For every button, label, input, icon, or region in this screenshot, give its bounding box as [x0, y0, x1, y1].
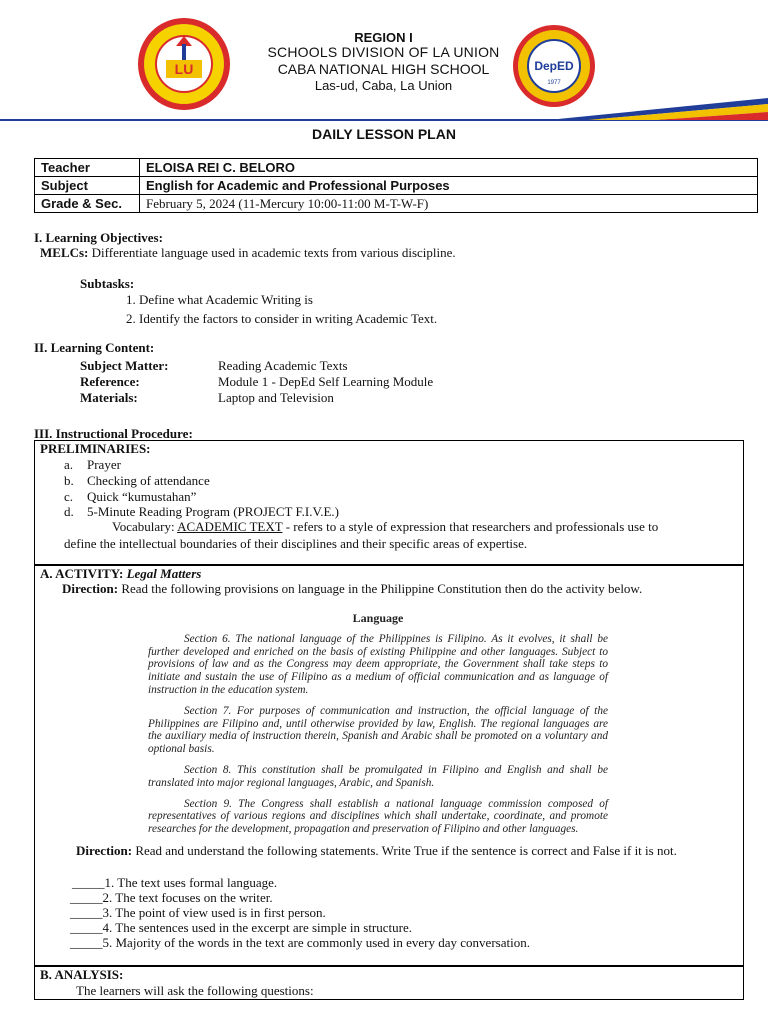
- vocabulary-label: Vocabulary:: [112, 519, 178, 534]
- division-label: SCHOOLS DIVISION OF LA UNION: [267, 44, 500, 60]
- list-item: Prayer: [87, 457, 121, 472]
- list-marker: c.: [64, 489, 74, 504]
- activity-label: A. ACTIVITY:: [40, 566, 127, 581]
- list-item: Checking of attendance: [87, 473, 210, 488]
- subject-value: English for Academic and Professional Purposes: [140, 177, 758, 195]
- statement-item: _____1. The text uses formal language.: [72, 875, 278, 890]
- teacher-label: Teacher: [35, 159, 140, 177]
- direction-text: Read the following provisions on language in the Philippine Constitution then do the activity below.: [118, 581, 643, 596]
- region-label: REGION I: [354, 30, 413, 45]
- subtasks-label: Subtasks:: [80, 276, 135, 291]
- grade-value: February 5, 2024 (11-Mercury 10:00-11:00 M-T-W-F): [140, 195, 758, 213]
- preliminaries-heading: PRELIMINARIES:: [40, 441, 151, 456]
- list-marker: a.: [64, 457, 74, 472]
- content-heading: II. Learning Content:: [34, 340, 155, 355]
- excerpt-paragraph: Section 8. This constitution shall be promulgated in Filipino and English and shall be translated into major regional languages, Arabic, and Spanish.: [148, 763, 608, 789]
- lesson-info-table: [34, 158, 758, 213]
- list-marker: d.: [64, 504, 74, 519]
- table-row: [35, 159, 758, 177]
- table-row: [35, 195, 758, 213]
- excerpt-paragraph: Section 9. The Congress shall establish a national language commission composed of representatives of various regions and disciplines which shall undertake, coordinate, and promote researches for the development, propagation and preservation of Filipino and other languages.: [148, 797, 608, 836]
- statement-item: _____5. Majority of the words in the text are commonly used in every day conversation.: [70, 935, 530, 950]
- school-logo: [512, 24, 596, 108]
- analysis-heading: B. ANALYSIS:: [40, 967, 124, 982]
- excerpt-paragraph: Section 7. For purposes of communication and instruction, the official language of the Philippines are Filipino and, until otherwise provided by law, English. The regional languages are the auxiliary media of instruction therein, Spanish and Arabic shall be promoted on a voluntary and optional basis.: [148, 704, 608, 756]
- activity-title: Legal Matters: [126, 566, 202, 581]
- subtask-item: 2. Identify the factors to consider in writing Academic Text.: [126, 311, 438, 326]
- list-item: Quick “kumustahan”: [87, 489, 197, 504]
- activity-direction-2: [76, 843, 677, 859]
- svg-text:1977: 1977: [547, 80, 561, 86]
- list-marker: b.: [64, 473, 74, 488]
- page-title: DAILY LESSON PLAN: [312, 126, 456, 142]
- vocabulary-term: ACADEMIC TEXT: [177, 519, 283, 534]
- content-label: Reference:: [80, 374, 140, 389]
- school-label: CABA NATIONAL HIGH SCHOOL: [277, 61, 490, 77]
- melcs-line: [40, 245, 456, 261]
- vocabulary-line: [112, 519, 658, 535]
- subtask-item: 1. Define what Academic Writing is: [126, 292, 313, 307]
- vocabulary-definition-cont: define the intellectual boundaries of their disciplines and their specific areas of expertise.: [64, 536, 528, 551]
- excerpt-title: Language: [352, 611, 404, 625]
- statement-item: _____3. The point of view used is in first person.: [70, 905, 326, 920]
- analysis-text: The learners will ask the following questions:: [76, 983, 314, 998]
- procedure-heading: III. Instructional Procedure:: [34, 426, 193, 441]
- svg-text:LU: LU: [174, 61, 194, 77]
- activity-heading: [40, 566, 201, 582]
- content-value: Reading Academic Texts: [218, 358, 348, 373]
- content-label: Materials:: [80, 390, 138, 405]
- content-value: Module 1 - DepEd Self Learning Module: [218, 374, 434, 389]
- subject-label: Subject: [35, 177, 140, 195]
- constitution-excerpt: [148, 612, 608, 844]
- list-item: 5-Minute Reading Program (PROJECT F.I.V.E.): [87, 504, 339, 519]
- table-row: [35, 177, 758, 195]
- vocabulary-definition: - refers to a style of expression that researchers and professionals use to: [282, 519, 659, 534]
- address-label: Las-ud, Caba, La Union: [314, 78, 453, 93]
- header-color-stripe: [548, 98, 768, 120]
- teacher-value: ELOISA REI C. BELORO: [140, 159, 758, 177]
- content-label: Subject Matter:: [80, 358, 169, 373]
- statement-item: _____4. The sentences used in the excerpt are simple in structure.: [70, 920, 412, 935]
- direction-label: Direction:: [76, 843, 133, 858]
- deped-division-logo: [136, 16, 232, 112]
- excerpt-paragraph: Section 6. The national language of the Philippines is Filipino. As it evolves, it shall be further developed and enriched on the basis of existing Philippine and other languages. Subject to provisions of law and as the Congress may deem appropriate, the Government shall take steps to initiate and sustain the use of Filipino as a medium of official communication and as language of instruction in the education system.: [148, 632, 608, 696]
- grade-label: Grade & Sec.: [35, 195, 140, 213]
- objectives-heading: I. Learning Objectives:: [34, 230, 163, 245]
- direction-label: Direction:: [62, 581, 119, 596]
- direction-text: Read and understand the following statements. Write True if the sentence is correct and False if it is not.: [132, 843, 677, 858]
- activity-direction: [62, 581, 642, 597]
- melcs-text: Differentiate language used in academic texts from various discipline.: [88, 245, 456, 260]
- content-value: Laptop and Television: [218, 390, 334, 405]
- svg-text:DepED: DepED: [534, 59, 574, 73]
- melcs-label: MELCs:: [40, 245, 89, 260]
- statement-item: _____2. The text focuses on the writer.: [70, 890, 273, 905]
